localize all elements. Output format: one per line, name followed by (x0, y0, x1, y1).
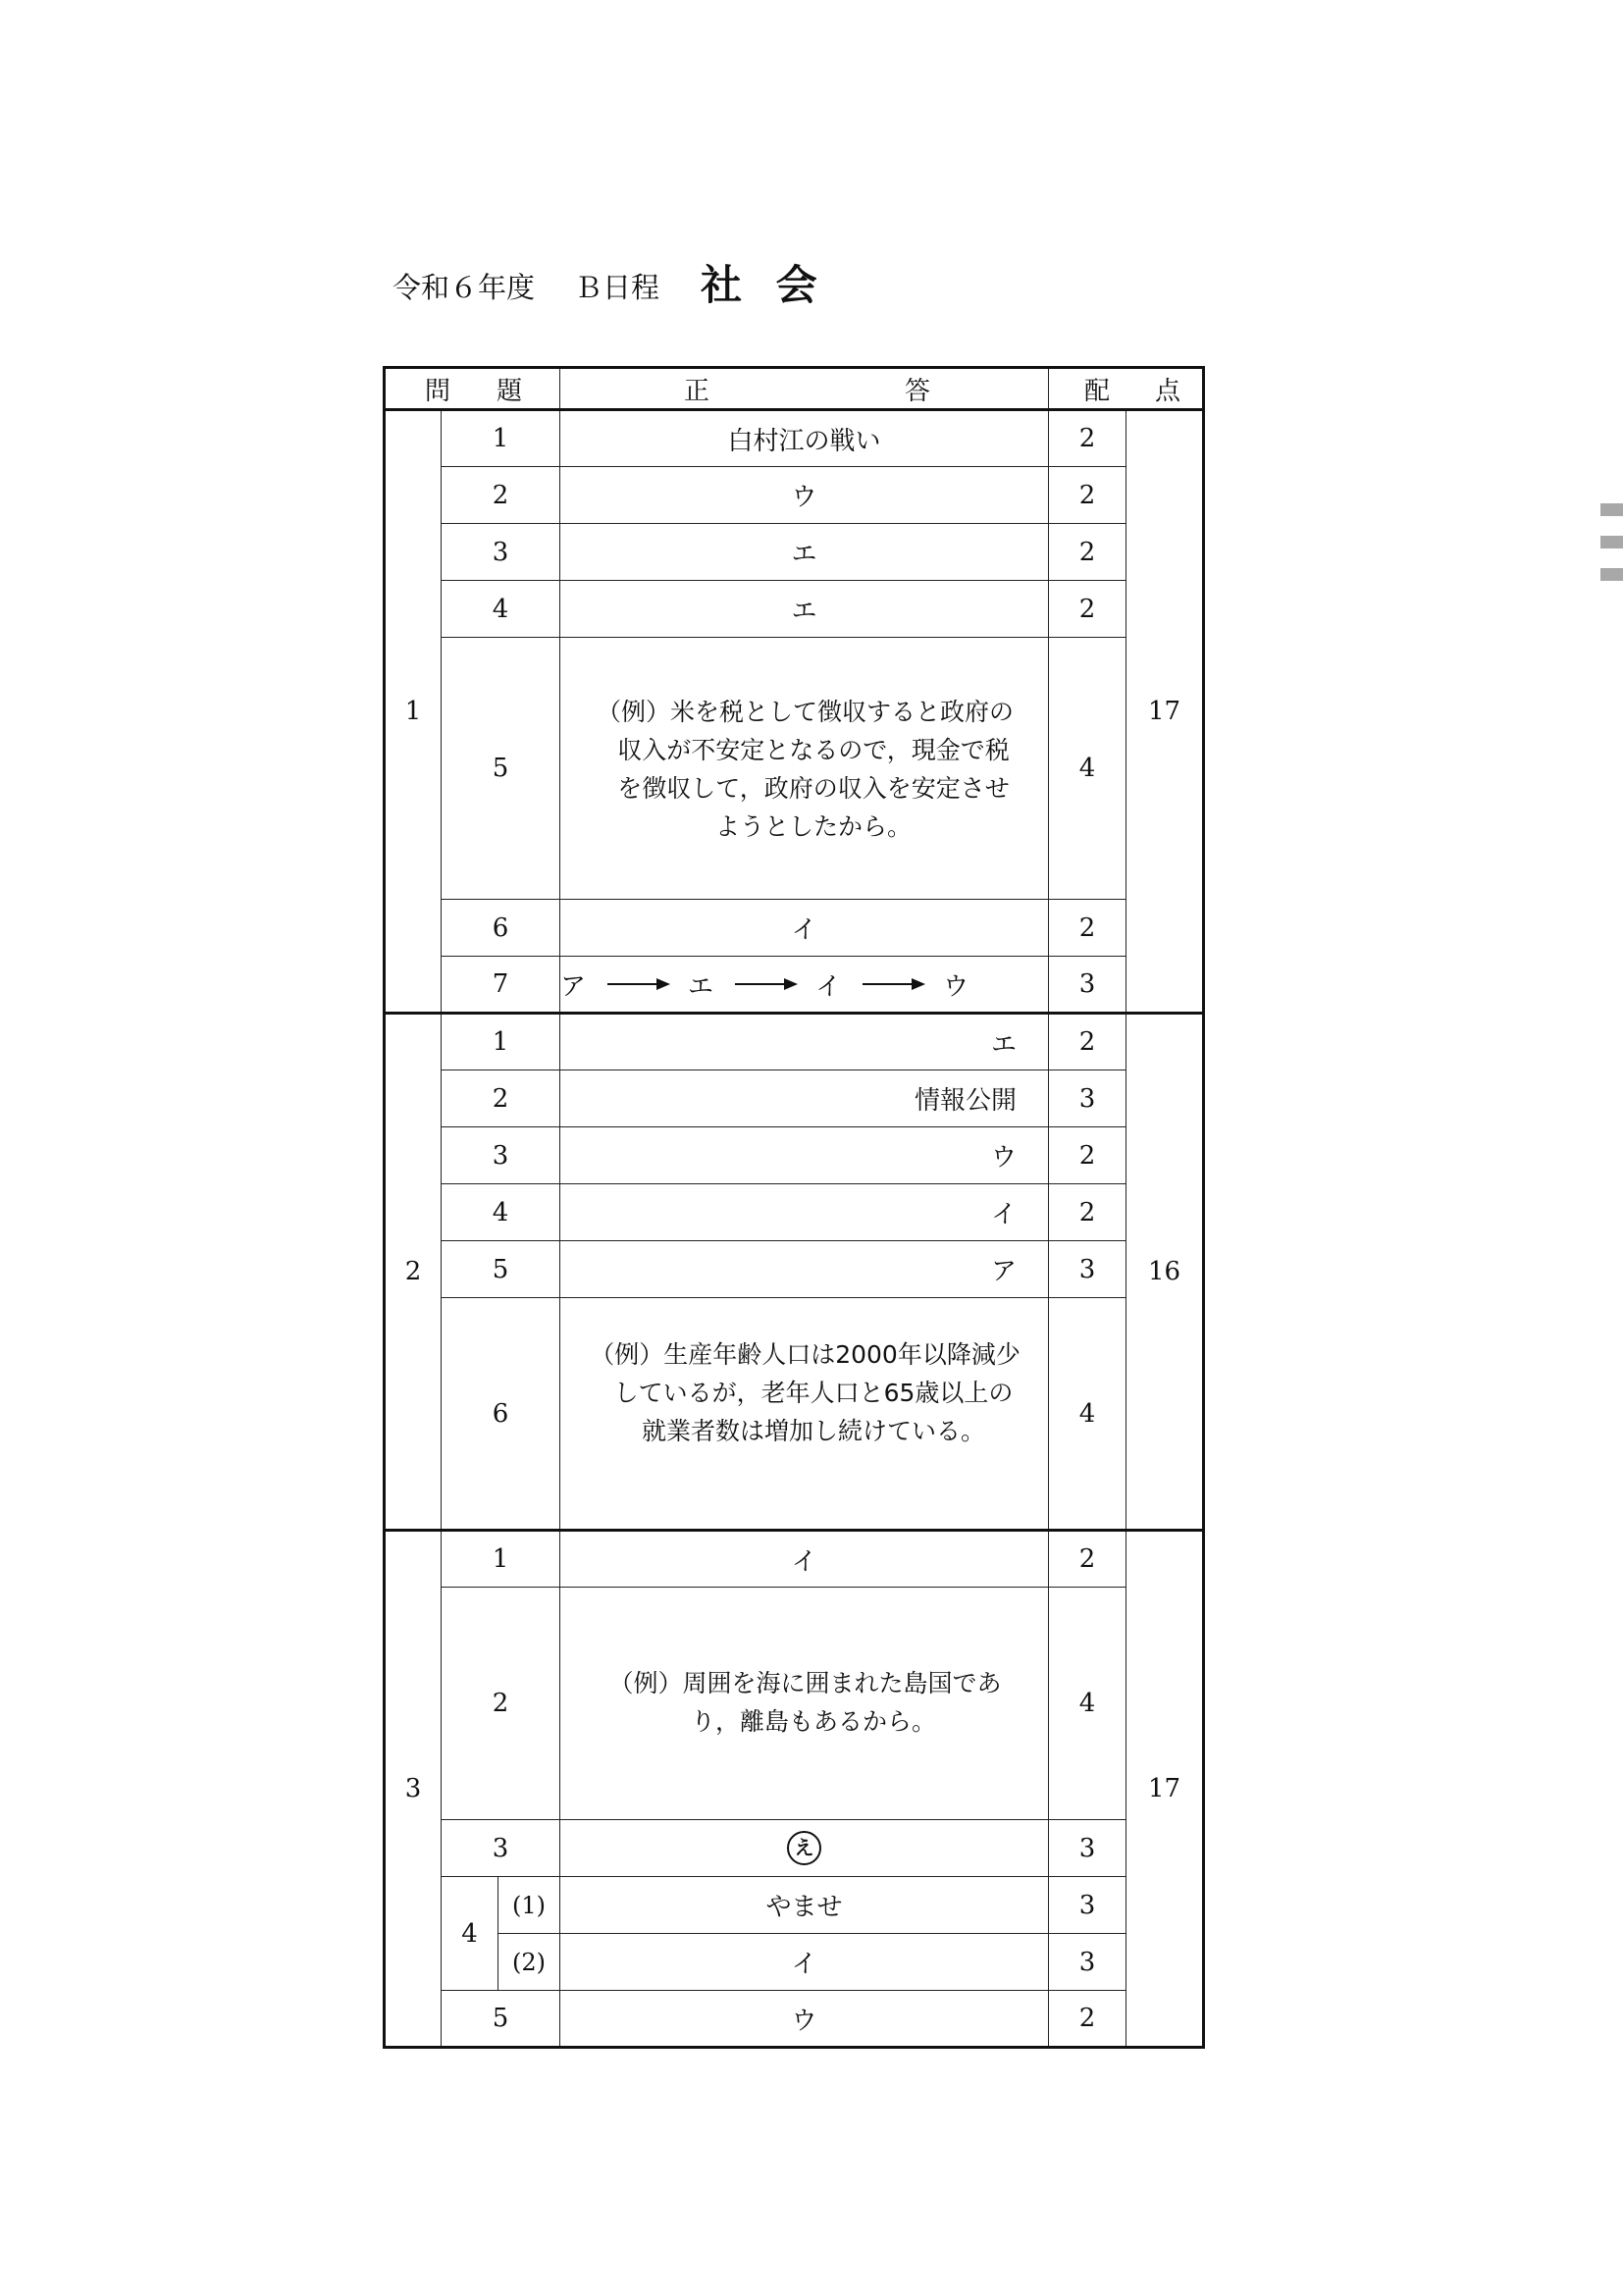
exam-program: Ｂ日程 (574, 271, 660, 304)
group-number: 2 (385, 1014, 442, 1531)
answer-cell: イ (560, 1934, 1049, 1991)
header-question: 問 題 (385, 368, 560, 410)
points-cell: 2 (1049, 581, 1126, 638)
table-header-row (385, 368, 1204, 410)
answer-cell: イ (560, 1531, 1049, 1588)
edge-tab-mark (1600, 568, 1623, 581)
question-number: 4 (442, 581, 560, 638)
table-row (385, 1014, 1204, 1070)
points-cell: 2 (1049, 900, 1126, 957)
points-cell: 2 (1049, 1991, 1126, 2048)
points-cell: 3 (1049, 1241, 1126, 1298)
header-answer: 正 答 (560, 368, 1049, 410)
answer-cell: やませ (560, 1877, 1049, 1934)
points-cell: 2 (1049, 524, 1126, 581)
group-total: 17 (1126, 410, 1204, 1014)
points-cell: 4 (1049, 638, 1126, 900)
question-number: 1 (442, 1531, 560, 1588)
order-sequence (560, 966, 1048, 1003)
question-number: 2 (442, 1070, 560, 1127)
answer-text: 米を税として徴収すると政府の収入が不安定となるので，現金で税を徴収して，政府の収入を安定させようとしたから。 (617, 698, 1015, 841)
answer-cell (560, 1588, 1049, 1820)
question-number: 7 (442, 957, 560, 1014)
page-title (393, 257, 827, 309)
points-cell: 2 (1049, 1014, 1126, 1070)
answer-key-table (383, 366, 1205, 2049)
table-row (385, 1588, 1204, 1820)
question-number: 1 (442, 410, 560, 467)
group-number: 3 (385, 1531, 442, 2048)
question-number: 5 (442, 638, 560, 900)
answer-text: 周囲を海に囲まれた島国であり，離島もあるから。 (682, 1669, 1002, 1736)
points-cell: 2 (1049, 1531, 1126, 1588)
sequence-item: イ (815, 971, 842, 1002)
question-number: 6 (442, 900, 560, 957)
table-row (385, 524, 1204, 581)
table-row (385, 1184, 1204, 1241)
answer-cell: ア (560, 1241, 1049, 1298)
table-row (385, 1820, 1204, 1877)
question-number: 3 (442, 1820, 560, 1877)
question-number: 2 (442, 467, 560, 524)
answer-cell (560, 638, 1049, 900)
right-arrow-icon (863, 983, 923, 985)
table-row (385, 1241, 1204, 1298)
page-edge-tabs (1600, 503, 1623, 600)
answer-cell: エ (560, 1014, 1049, 1070)
edge-tab-mark (1600, 503, 1623, 516)
edge-tab-mark (1600, 536, 1623, 548)
fiscal-year: 令和６年度 (393, 271, 536, 304)
table-row (385, 1991, 1204, 2048)
table-row (385, 638, 1204, 900)
table-row (385, 467, 1204, 524)
question-number: 5 (442, 1991, 560, 2048)
points-cell: 4 (1049, 1588, 1126, 1820)
question-number: 3 (442, 1127, 560, 1184)
question-number: 4 (442, 1184, 560, 1241)
answer-cell: イ (560, 1184, 1049, 1241)
answer-cell: 白村江の戦い (560, 410, 1049, 467)
sequence-item: エ (688, 971, 714, 1002)
group-total: 17 (1126, 1531, 1204, 2048)
answer-cell: ウ (560, 1127, 1049, 1184)
points-cell: 2 (1049, 410, 1126, 467)
answer-cell: イ (560, 900, 1049, 957)
question-number: 4 (442, 1877, 498, 1991)
table-row (385, 900, 1204, 957)
points-cell: 3 (1049, 1934, 1126, 1991)
answer-cell: エ (560, 581, 1049, 638)
group-total: 16 (1126, 1014, 1204, 1531)
right-arrow-icon (735, 983, 796, 985)
sub-question-number: (1) (498, 1877, 560, 1934)
subject-title: 社 会 (701, 261, 827, 309)
points-cell: 3 (1049, 1070, 1126, 1127)
table-row (385, 1531, 1204, 1588)
circled-answer: え (787, 1831, 821, 1865)
example-label: （例） (597, 698, 671, 726)
answer-cell (560, 1298, 1049, 1531)
points-cell: 2 (1049, 1127, 1126, 1184)
right-arrow-icon (607, 983, 668, 985)
table-row (385, 410, 1204, 467)
question-number: 2 (442, 1588, 560, 1820)
points-cell: 3 (1049, 1820, 1126, 1877)
table-row (385, 1298, 1204, 1531)
answer-cell (560, 957, 1049, 1014)
question-number: 3 (442, 524, 560, 581)
example-label: （例） (590, 1340, 664, 1369)
points-cell: 3 (1049, 957, 1126, 1014)
example-label: （例） (608, 1669, 683, 1697)
points-cell: 3 (1049, 1877, 1126, 1934)
question-number: 1 (442, 1014, 560, 1070)
sequence-item: ア (560, 971, 587, 1002)
table-row (385, 957, 1204, 1014)
table-row (385, 1877, 1204, 1934)
table-row (385, 1127, 1204, 1184)
question-number: 6 (442, 1298, 560, 1531)
points-cell: 2 (1049, 467, 1126, 524)
points-cell: 4 (1049, 1298, 1126, 1531)
answer-cell: ウ (560, 1991, 1049, 2048)
table-row (385, 1070, 1204, 1127)
answer-cell (560, 1820, 1049, 1877)
answer-cell: エ (560, 524, 1049, 581)
table-row (385, 581, 1204, 638)
sub-question-number: (2) (498, 1934, 560, 1991)
points-cell: 2 (1049, 1184, 1126, 1241)
sequence-item: ウ (943, 971, 969, 1002)
answer-cell: ウ (560, 467, 1049, 524)
answer-text: 生産年齢人口は2000年以降減少しているが，老年人口と65歳以上の就業者数は増加し続けている。 (613, 1340, 1021, 1445)
table-row (385, 1934, 1204, 1991)
group-number: 1 (385, 410, 442, 1014)
answer-cell: 情報公開 (560, 1070, 1049, 1127)
question-number: 5 (442, 1241, 560, 1298)
header-points: 配 点 (1049, 368, 1204, 410)
